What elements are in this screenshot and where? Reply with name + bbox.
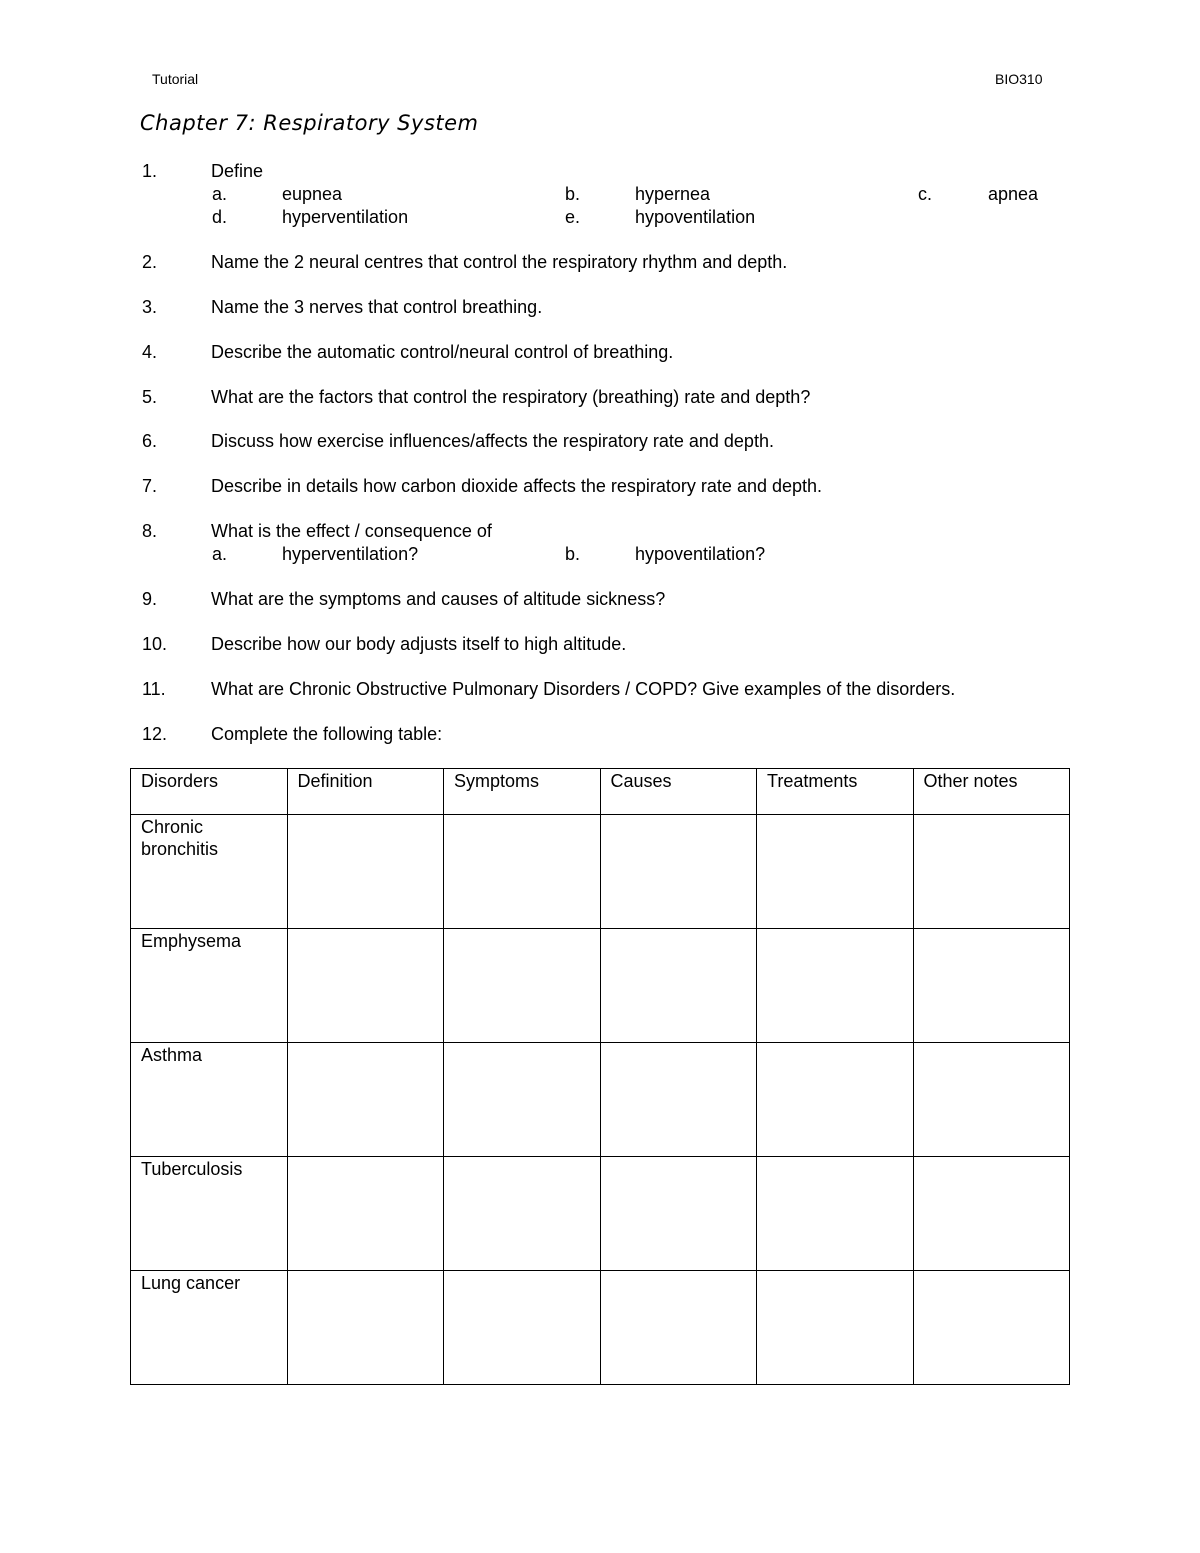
question-text: Discuss how exercise influences/affects the respiratory rate and depth. [211,431,774,451]
row-label [131,1157,288,1271]
table-cell [287,1271,444,1385]
page-title: Chapter 7: Respiratory System [140,111,479,135]
question-text: What are the factors that control the respiratory (breathing) rate and depth? [211,387,811,407]
table-cell [600,929,757,1043]
question-number: 11. [142,679,166,699]
header-left: Tutorial [152,71,199,87]
table-header-row [131,769,1070,815]
subitem-letter: a. [212,184,228,204]
table-row [131,1043,1070,1157]
row-label [131,1271,288,1385]
table-cell [757,1157,914,1271]
subitem-text: hyperventilation? [282,544,419,564]
table-cell [287,815,444,929]
column-header: Other notes [913,769,1070,815]
table-cell [913,929,1070,1043]
question-text: Complete the following table: [211,724,443,744]
column-header: Treatments [757,769,914,815]
table-cell [600,1043,757,1157]
column-header: Definition [287,769,444,815]
subitem-letter: c. [918,184,933,204]
table-row [131,929,1070,1043]
table-cell [444,1271,601,1385]
question-text: What are Chronic Obstructive Pulmonary Disorders / COPD? Give examples of the disorders. [211,679,956,699]
table-cell [287,1157,444,1271]
column-header: Disorders [131,769,288,815]
table-cell [287,1043,444,1157]
table-cell [757,815,914,929]
row-label [131,815,288,929]
question-number: 9. [142,589,158,609]
question-text: Describe how our body adjusts itself to high altitude. [211,634,627,654]
row-label-text: Lung cancer [141,1273,241,1293]
table-cell [600,1271,757,1385]
table-cell [913,1271,1070,1385]
question-text: Define [211,161,264,181]
subitem-letter: b. [565,544,581,564]
table-cell [757,1043,914,1157]
subitem-letter: a. [212,544,228,564]
table-cell [913,815,1070,929]
question-text: Describe in details how carbon dioxide affects the respiratory rate and depth. [211,476,823,496]
row-label [131,1043,288,1157]
row-label-text: Emphysema [141,931,242,951]
column-header: Causes [600,769,757,815]
table-cell [757,1271,914,1385]
table-row [131,1157,1070,1271]
subitem-letter: d. [212,207,228,227]
question-text: Name the 3 nerves that control breathing. [211,297,543,317]
question-number: 7. [142,476,158,496]
subitem-letter: e. [565,207,581,227]
column-header: Symptoms [444,769,601,815]
table-cell [913,1157,1070,1271]
subitem-text: eupnea [282,184,343,204]
row-label [131,929,288,1043]
table-cell [600,1157,757,1271]
table-row [131,1271,1070,1385]
question-number: 12. [142,724,168,744]
disorders-table [130,768,1070,1385]
table-cell [757,929,914,1043]
question-number: 4. [142,342,158,362]
question-text: Name the 2 neural centres that control the respiratory rhythm and depth. [211,252,788,272]
question-number: 10. [142,634,168,654]
header-right: BIO310 [995,71,1043,87]
subitem-letter: b. [565,184,581,204]
question-number: 3. [142,297,158,317]
row-label-text: Chronic bronchitis [141,817,219,859]
question-text: What are the symptoms and causes of altitude sickness? [211,589,666,609]
subitem-text: hyperventilation [282,207,409,227]
question-number: 5. [142,387,158,407]
table-cell [913,1043,1070,1157]
subitem-text: hypernea [635,184,711,204]
table-cell [444,815,601,929]
table-cell [444,929,601,1043]
question-number: 2. [142,252,158,272]
table-row [131,815,1070,929]
question-text: What is the effect / consequence of [211,521,492,541]
table-cell [444,1157,601,1271]
subitem-text: hypoventilation? [635,544,766,564]
question-text: Describe the automatic control/neural control of breathing. [211,342,674,362]
subitem-text: apnea [988,184,1039,204]
table-cell [444,1043,601,1157]
question-number: 1. [142,161,158,181]
subitem-text: hypoventilation [635,207,756,227]
table-cell [287,929,444,1043]
table-cell [600,815,757,929]
row-label-text: Tuberculosis [141,1159,243,1179]
row-label-text: Asthma [141,1045,203,1065]
question-number: 8. [142,521,158,541]
question-number: 6. [142,431,158,451]
